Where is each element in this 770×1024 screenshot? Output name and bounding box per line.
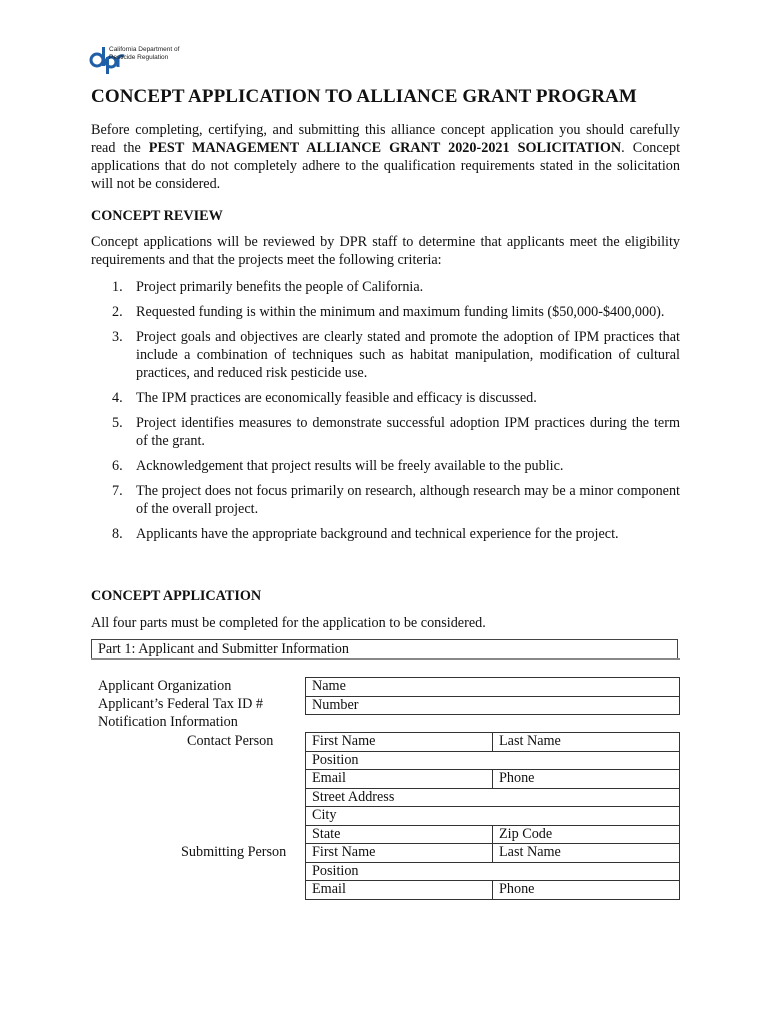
criteria-item-number: 2. xyxy=(112,304,123,320)
criteria-item-number: 5. xyxy=(112,415,123,431)
submitter-email-field[interactable]: Email xyxy=(306,881,493,900)
page-title: CONCEPT APPLICATION TO ALLIANCE GRANT PROGRAM xyxy=(91,86,637,107)
organization-fields-table xyxy=(305,677,680,715)
criteria-item-number: 4. xyxy=(112,390,123,406)
criteria-item-text: Applicants have the appropriate background and technical experience for the project. xyxy=(136,526,619,542)
notification-info-label: Notification Information xyxy=(98,714,238,730)
intro-text-1: Before completing, certifying, and submitting this alliance concept application you should carefully read the xyxy=(91,122,680,156)
criteria-item-text: Acknowledgement that project results will be freely available to the public. xyxy=(136,458,564,474)
logo-org-name xyxy=(109,46,179,61)
concept-application-text: All four parts must be completed for the application to be considered. xyxy=(91,615,486,631)
criteria-item xyxy=(91,389,680,407)
criteria-item xyxy=(91,482,680,518)
criteria-item-number: 8. xyxy=(112,526,123,542)
part1-title: Part 1: Applicant and Submitter Information xyxy=(98,641,349,657)
table-row xyxy=(306,862,680,881)
table-row xyxy=(306,844,680,863)
criteria-item-number: 7. xyxy=(112,483,123,499)
criteria-item-text: Project identifies measures to demonstrate successful adoption IPM practices during the term of the grant. xyxy=(136,415,680,449)
tax-id-label: Applicant’s Federal Tax ID # xyxy=(98,696,264,712)
criteria-item xyxy=(91,525,680,543)
table-row xyxy=(306,696,680,715)
criteria-item-number: 3. xyxy=(112,329,123,345)
table-row xyxy=(306,751,680,770)
criteria-list xyxy=(91,278,680,550)
concept-review-heading: CONCEPT REVIEW xyxy=(91,208,223,224)
contact-street-address-field[interactable]: Street Address xyxy=(306,788,680,807)
submitter-last-name-field[interactable]: Last Name xyxy=(493,844,680,863)
criteria-item-number: 1. xyxy=(112,279,123,295)
criteria-item xyxy=(91,414,680,450)
contact-last-name-field[interactable]: Last Name xyxy=(493,733,680,752)
table-row xyxy=(306,770,680,789)
table-row xyxy=(306,881,680,900)
concept-application-heading: CONCEPT APPLICATION xyxy=(91,588,262,604)
criteria-item-number: 6. xyxy=(112,458,123,474)
criteria-item-text: The project does not focus primarily on research, although research may be a minor component of the overall project. xyxy=(136,483,680,517)
contact-state-field[interactable]: State xyxy=(306,825,493,844)
contact-fields-table xyxy=(305,732,680,900)
table-row xyxy=(306,678,680,697)
submitting-person-label: Submitting Person xyxy=(181,844,287,860)
contact-position-field[interactable]: Position xyxy=(306,751,680,770)
intro-solicitation-name: PEST MANAGEMENT ALLIANCE GRANT 2020-2021 SOLICITATION xyxy=(148,140,622,156)
criteria-item xyxy=(91,303,680,321)
criteria-item xyxy=(91,278,680,296)
intro-paragraph xyxy=(91,121,680,193)
table-row xyxy=(306,733,680,752)
contact-person-label: Contact Person xyxy=(187,733,274,749)
contact-phone-field[interactable]: Phone xyxy=(493,770,680,789)
intro-text-2: . Concept applications that do not completely adhere to the qualification requirements stated in the solicitation will not be considered. xyxy=(91,140,681,192)
criteria-item xyxy=(91,457,680,475)
submitter-phone-field[interactable]: Phone xyxy=(493,881,680,900)
org-name-field[interactable]: Name xyxy=(306,678,680,697)
part1-divider xyxy=(91,658,680,660)
contact-zip-code-field[interactable]: Zip Code xyxy=(493,825,680,844)
criteria-item-text: The IPM practices are economically feasible and efficacy is discussed. xyxy=(136,390,537,406)
tax-id-number-field[interactable]: Number xyxy=(306,696,680,715)
criteria-item-text: Project primarily benefits the people of California. xyxy=(136,279,424,295)
table-row xyxy=(306,807,680,826)
contact-first-name-field[interactable]: First Name xyxy=(306,733,493,752)
criteria-item-text: Requested funding is within the minimum and maximum funding limits ($50,000-$400,000). xyxy=(136,304,665,320)
dpr-logo xyxy=(89,44,199,76)
criteria-item-text: Project goals and objectives are clearly stated and promote the adoption of IPM practices that include a combination of techniques such as habitat manipulation, modification of cultural practices, and reduced risk pesticide use. xyxy=(136,329,680,381)
submitter-first-name-field[interactable]: First Name xyxy=(306,844,493,863)
logo-line-2: Pesticide Regulation xyxy=(109,53,169,61)
table-row xyxy=(306,788,680,807)
logo-line-1: California Department of xyxy=(109,46,180,53)
contact-email-field[interactable]: Email xyxy=(306,770,493,789)
table-row xyxy=(306,825,680,844)
criteria-item xyxy=(91,328,680,382)
applicant-organization-label: Applicant Organization xyxy=(98,678,232,694)
submitter-position-field[interactable]: Position xyxy=(306,862,680,881)
contact-city-field[interactable]: City xyxy=(306,807,680,826)
concept-review-text: Concept applications will be reviewed by DPR staff to determine that applicants meet the eligibility requirements and that the projects meet the following criteria: xyxy=(91,234,680,268)
